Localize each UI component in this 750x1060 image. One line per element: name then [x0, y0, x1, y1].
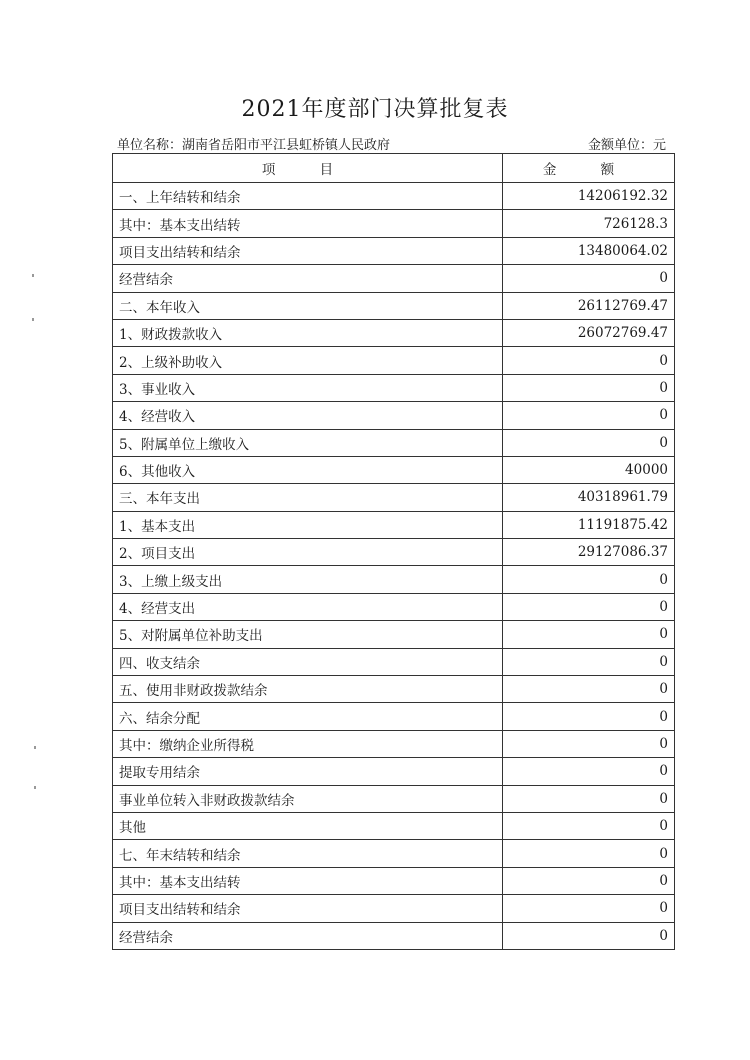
- scan-speck: [34, 746, 36, 749]
- row-label: 5、对附属单位补助支出: [113, 621, 503, 648]
- row-label: 五、使用非财政拨款结余: [113, 676, 503, 703]
- row-amount: 0: [503, 648, 675, 675]
- table-row: [113, 812, 675, 839]
- table-row: [113, 758, 675, 785]
- row-label: 1、财政拨款收入: [113, 319, 503, 346]
- scan-speck: [34, 786, 36, 789]
- row-amount: 726128.3: [503, 210, 675, 237]
- table-row: [113, 429, 675, 456]
- row-label: 5、附属单位上缴收入: [113, 429, 503, 456]
- row-amount: 0: [503, 703, 675, 730]
- row-label: 项目支出结转和结余: [113, 895, 503, 922]
- table-row: [113, 566, 675, 593]
- table-row: [113, 319, 675, 346]
- table-row: [113, 265, 675, 292]
- table-row: [113, 867, 675, 894]
- table-row: [113, 730, 675, 757]
- row-amount: 0: [503, 566, 675, 593]
- row-amount: 13480064.02: [503, 237, 675, 264]
- row-label: 经营结余: [113, 265, 503, 292]
- table-row: [113, 237, 675, 264]
- table-row: [113, 621, 675, 648]
- table-row: [113, 676, 675, 703]
- row-label: 其中：基本支出结转: [113, 867, 503, 894]
- row-label: 经营结余: [113, 922, 503, 949]
- row-label: 一、上年结转和结余: [113, 183, 503, 210]
- row-amount: 0: [503, 676, 675, 703]
- row-amount: 26072769.47: [503, 319, 675, 346]
- row-amount: 0: [503, 895, 675, 922]
- approval-table: [112, 153, 675, 950]
- row-label: 6、其他收入: [113, 456, 503, 483]
- header-item: 项 目: [113, 154, 503, 183]
- table-row: [113, 593, 675, 620]
- row-amount: 0: [503, 593, 675, 620]
- row-label: 2、项目支出: [113, 539, 503, 566]
- row-label: 二、本年收入: [113, 292, 503, 319]
- row-amount: 0: [503, 867, 675, 894]
- table-row: [113, 347, 675, 374]
- table-row: [113, 484, 675, 511]
- document-title: 2021年度部门决算批复表: [241, 97, 509, 122]
- table-row: [113, 895, 675, 922]
- table-row: [113, 292, 675, 319]
- unit-name: 单位名称：湖南省岳阳市平江县虹桥镇人民政府: [117, 138, 391, 153]
- table-header-row: [113, 154, 675, 183]
- row-amount: 26112769.47: [503, 292, 675, 319]
- table-row: [113, 511, 675, 538]
- table-body: [113, 183, 675, 950]
- table-row: [113, 402, 675, 429]
- row-label: 三、本年支出: [113, 484, 503, 511]
- row-amount: 40000: [503, 456, 675, 483]
- row-amount: 0: [503, 621, 675, 648]
- row-amount: 0: [503, 785, 675, 812]
- row-amount: 0: [503, 402, 675, 429]
- table-row: [113, 374, 675, 401]
- table-row: [113, 922, 675, 949]
- table-row: [113, 539, 675, 566]
- table-row: [113, 840, 675, 867]
- currency-unit: 金额单位：元: [587, 138, 666, 153]
- table-row: [113, 785, 675, 812]
- row-amount: 14206192.32: [503, 183, 675, 210]
- row-amount: 40318961.79: [503, 484, 675, 511]
- table-row: [113, 210, 675, 237]
- row-amount: 0: [503, 758, 675, 785]
- table-row: [113, 456, 675, 483]
- row-label: 事业单位转入非财政拨款结余: [113, 785, 503, 812]
- table-row: [113, 648, 675, 675]
- row-amount: 0: [503, 922, 675, 949]
- scan-speck: [32, 318, 34, 321]
- row-amount: 0: [503, 840, 675, 867]
- row-amount: 0: [503, 374, 675, 401]
- row-label: 3、上缴上级支出: [113, 566, 503, 593]
- header-amount: 金 额: [503, 154, 675, 183]
- row-label: 4、经营支出: [113, 593, 503, 620]
- row-label: 2、上级补助收入: [113, 347, 503, 374]
- row-amount: 0: [503, 812, 675, 839]
- row-label: 其他: [113, 812, 503, 839]
- table-row: [113, 183, 675, 210]
- row-amount: 0: [503, 429, 675, 456]
- row-label: 六、结余分配: [113, 703, 503, 730]
- row-label: 其中：缴纳企业所得税: [113, 730, 503, 757]
- row-label: 1、基本支出: [113, 511, 503, 538]
- row-label: 四、收支结余: [113, 648, 503, 675]
- row-label: 3、事业收入: [113, 374, 503, 401]
- row-amount: 11191875.42: [503, 511, 675, 538]
- row-label: 七、年末结转和结余: [113, 840, 503, 867]
- scan-speck: [32, 274, 34, 277]
- row-label: 提取专用结余: [113, 758, 503, 785]
- row-label: 4、经营收入: [113, 402, 503, 429]
- row-label: 其中：基本支出结转: [113, 210, 503, 237]
- table-row: [113, 703, 675, 730]
- row-amount: 0: [503, 265, 675, 292]
- row-label: 项目支出结转和结余: [113, 237, 503, 264]
- row-amount: 29127086.37: [503, 539, 675, 566]
- row-amount: 0: [503, 347, 675, 374]
- row-amount: 0: [503, 730, 675, 757]
